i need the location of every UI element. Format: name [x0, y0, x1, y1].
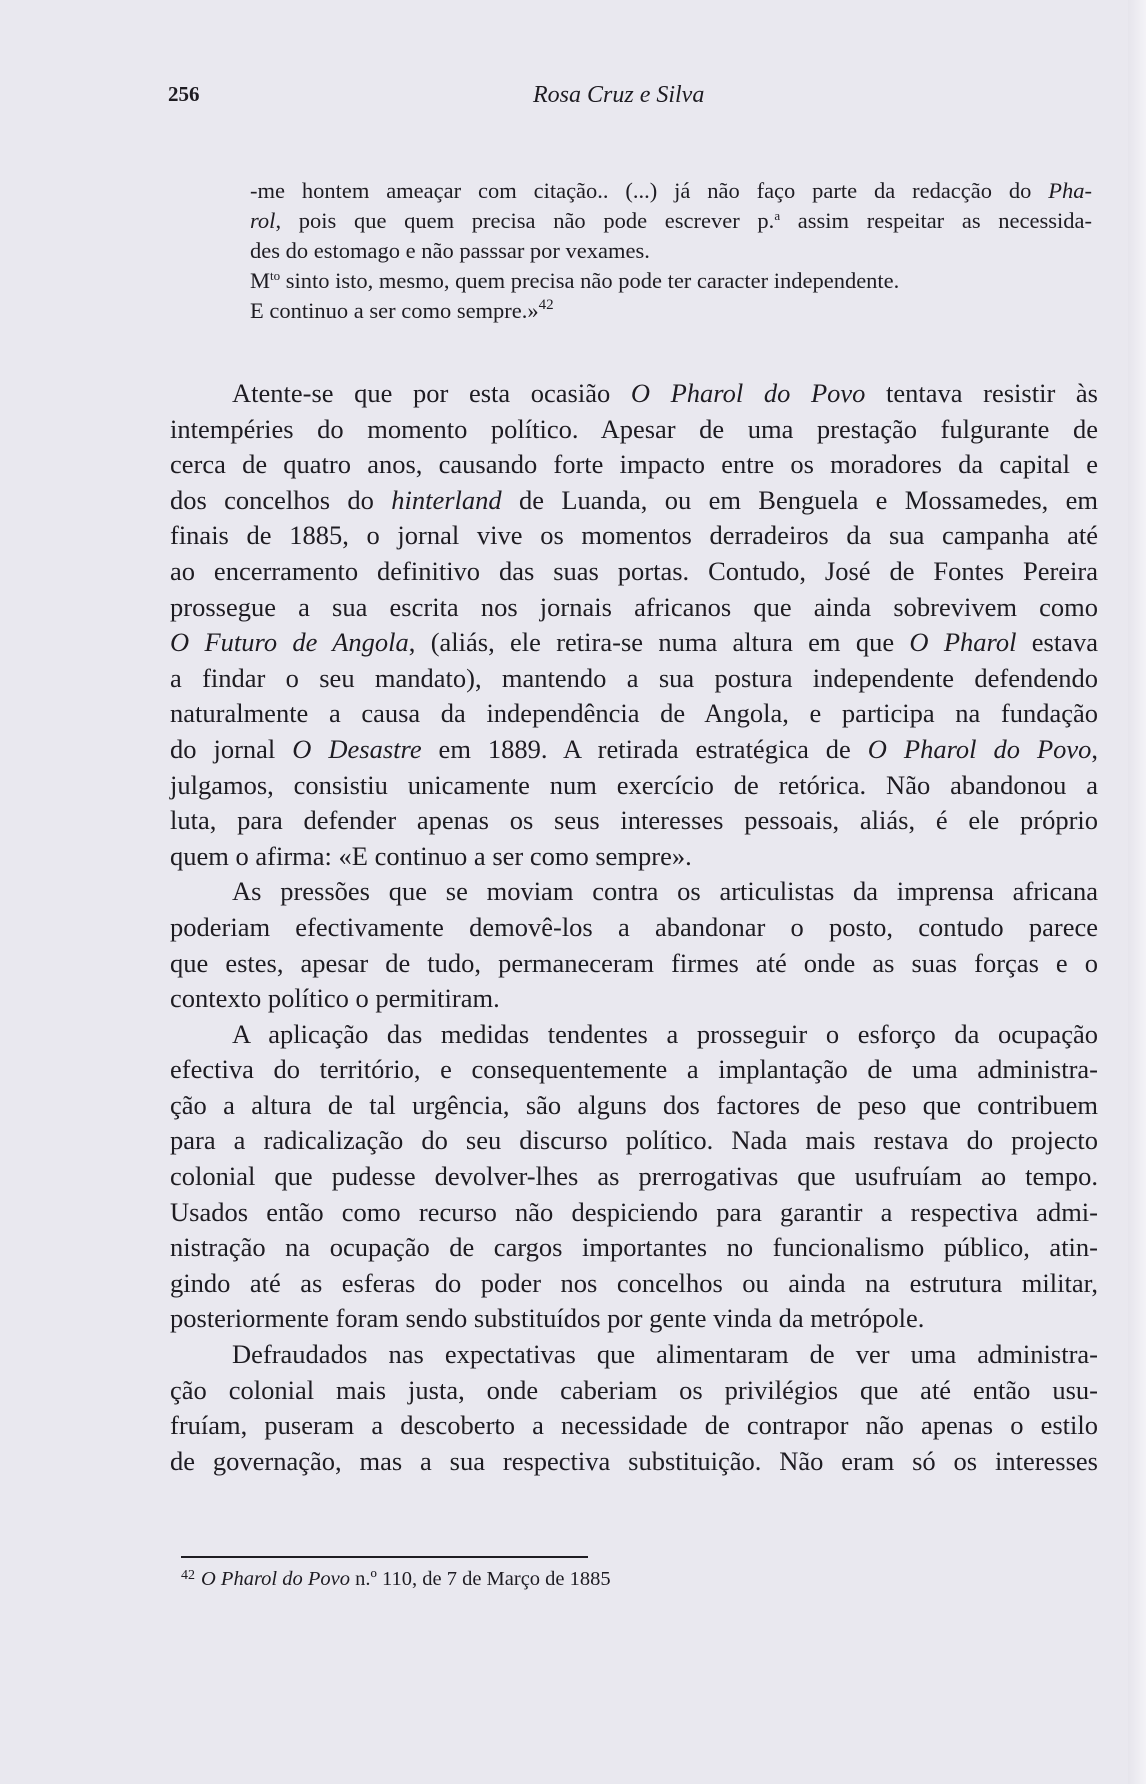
paragraph: [170, 1337, 1098, 1479]
text-line: posteriormente foram sendo substituídos por gente vinda da metrópole.: [170, 1303, 925, 1334]
text-line: dos concelhos do hinterland de Luanda, ou em Benguela e Mossamedes, em: [170, 484, 1098, 515]
text-line: de governação, mas a sua respectiva substituição. Não eram só os interesses: [170, 1445, 1098, 1476]
text-line: Usados então como recurso não despiciendo para garantir a respectiva admi-: [170, 1196, 1098, 1227]
text-line: nistração na ocupação de cargos importantes no funcionalismo público, atin-: [170, 1232, 1098, 1263]
text-line: contexto político o permitiram.: [170, 983, 500, 1014]
text-line: gindo até as esferas do poder nos concelhos ou ainda na estrutura militar,: [170, 1267, 1098, 1298]
text-line: a findar o seu mandato), mantendo a sua postura independente defendendo: [170, 662, 1098, 693]
text-line: finais de 1885, o jornal vive os momentos derradeiros da sua campanha até: [170, 520, 1098, 551]
paragraph: [170, 376, 1098, 874]
text-line: luta, para defender apenas os seus interesses pessoais, aliás, é ele próprio: [170, 805, 1098, 836]
paragraph: [170, 1017, 1098, 1337]
footnote-number: 42: [181, 1568, 195, 1583]
text-line: fruíam, puseram a descoberto a necessidade de contrapor não apenas o estilo: [170, 1410, 1098, 1441]
text-line: Defraudados nas expectativas que alimentaram de ver uma administra-: [232, 1339, 1098, 1370]
footnote-divider: [181, 1556, 588, 1558]
text-line: ção colonial mais justa, onde caberiam os privilégios que até então usu-: [170, 1374, 1098, 1405]
text-line: naturalmente a causa da independência de Angola, e participa na fundação: [170, 698, 1098, 729]
text-line: efectiva do território, e consequentemente a implantação de uma administra-: [170, 1054, 1098, 1085]
text-line: O Futuro de Angola, (aliás, ele retira-se numa altura em que O Pharol estava: [170, 627, 1098, 658]
text-line: cerca de quatro anos, causando forte impacto entre os moradores da capital e: [170, 449, 1098, 480]
footnote-source-detail: n.º 110, de 7 de Março de 1885: [350, 1568, 611, 1590]
text-line: Atente-se que por esta ocasião O Pharol do Povo tentava resistir às: [232, 378, 1098, 408]
paragraph: [170, 874, 1098, 1016]
running-head: [168, 82, 868, 112]
quote-line: $M^{to}$ sinto isto, mesmo, quem precisa não pode ter caracter independente.: [250, 268, 900, 293]
text-line: para a radicalização do seu discurso político. Nada mais restava do projecto: [170, 1125, 1098, 1156]
text-line: poderiam efectivamente demovê-los a abandonar o posto, contudo parece: [170, 911, 1098, 942]
text-line: A aplicação das medidas tendentes a prosseguir o esforço da ocupação: [232, 1018, 1098, 1049]
quote-line: -me hontem ameaçar com citação.. (...) já não faço parte da redacção do Pha-: [250, 178, 1092, 203]
page-number: 256: [168, 82, 200, 106]
running-title: Rosa Cruz e Silva: [533, 82, 705, 108]
text-line: ção a altura de tal urgência, são alguns dos factores de peso que contribuem: [170, 1089, 1098, 1120]
text-line: julgamos, consistiu unicamente num exercício de retórica. Não abandonou a: [170, 769, 1098, 800]
footnote-reference[interactable]: 42: [538, 297, 554, 313]
text-line: que estes, apesar de tudo, permaneceram firmes até onde as suas forças e o: [170, 947, 1098, 978]
block-quote: [250, 176, 1092, 326]
text-line: prossegue a sua escrita nos jornais africanos que ainda sobrevivem como: [170, 591, 1098, 622]
text-line: As pressões que se moviam contra os articulistas da imprensa africana: [232, 876, 1098, 907]
footnote-source-title: O Pharol do Povo: [201, 1568, 350, 1590]
footnote: [181, 1568, 611, 1591]
text-line: colonial que pudesse devolver-lhes as prerrogativas que usufruíam ao tempo.: [170, 1161, 1098, 1192]
text-line: do jornal O Desastre em 1889. A retirada estratégica de O Pharol do Povo,: [170, 733, 1099, 764]
body-text: [170, 376, 1098, 1479]
quote-line: rol, pois que quem precisa não pode escrever p.$^a$ assim respeitar as necessida-: [250, 208, 1092, 233]
page-edge: [1128, 0, 1146, 1784]
quote-line: des do estomago e não passsar por vexames.: [250, 238, 650, 263]
text-line: intempéries do momento político. Apesar de uma prestação fulgurante de: [170, 413, 1098, 444]
text-line: quem o afirma: «E continuo a ser como sempre».: [170, 840, 692, 871]
quote-line: E continuo a ser como sempre.»$^{42}$: [250, 297, 554, 323]
text-line: ao encerramento definitivo das suas portas. Contudo, José de Fontes Pereira: [170, 555, 1098, 586]
